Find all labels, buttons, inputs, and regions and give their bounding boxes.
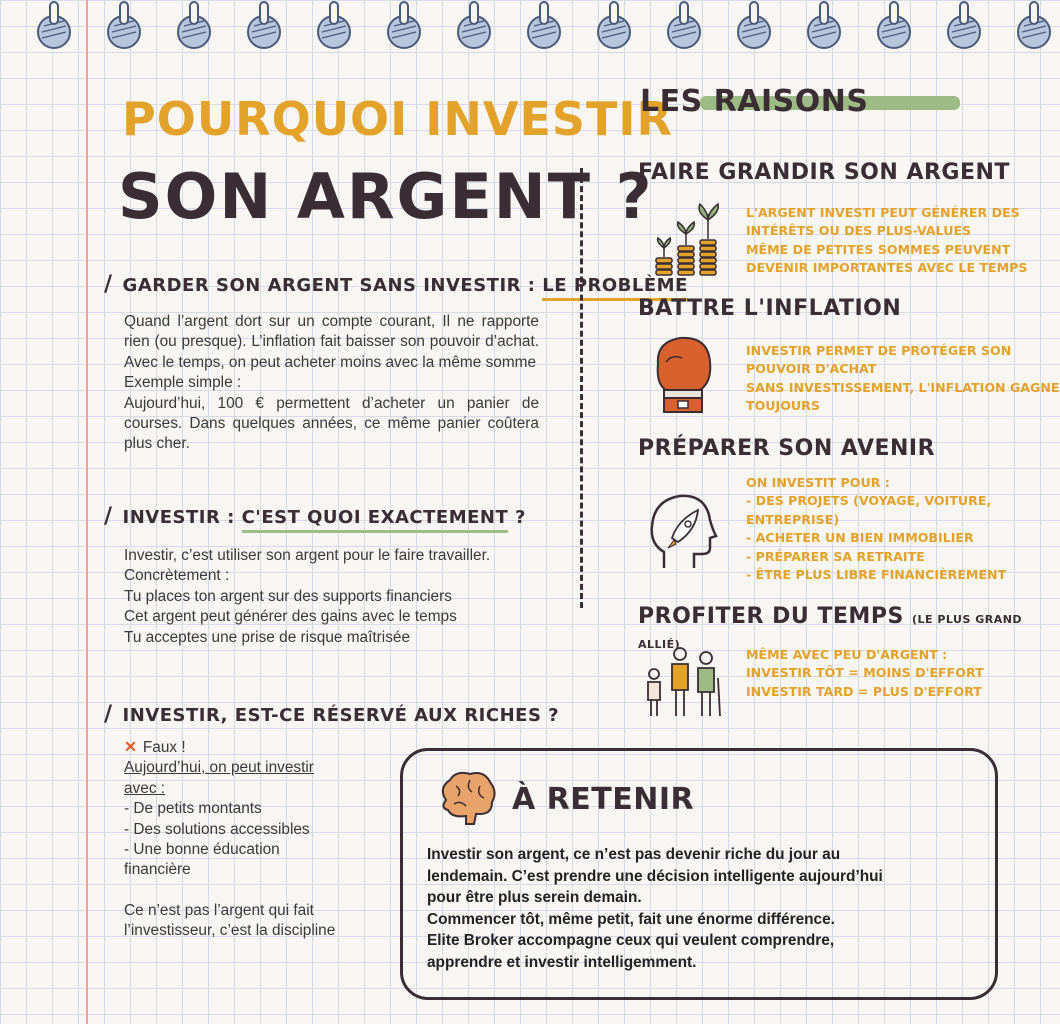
raison-line: - DES PROJETS (VOYAGE, VOITURE, bbox=[746, 493, 992, 509]
section3-intro-line2: avec : bbox=[124, 779, 166, 797]
generations-icon bbox=[640, 644, 724, 720]
raison-text-future bbox=[746, 474, 1006, 584]
retenir-line: pour être plus serein demain. bbox=[427, 889, 642, 906]
section2-point: Tu places ton argent sur des supports financiers bbox=[124, 587, 452, 605]
section3-intro-line1: Aujourd’hui, on peut investir bbox=[124, 759, 314, 777]
spiral-ring-icon bbox=[594, 2, 634, 52]
page-title-line1: POURQUOI INVESTIR bbox=[122, 92, 673, 146]
raison-line: - ÊTRE PLUS LIBRE FINANCIÈREMENT bbox=[746, 567, 1007, 583]
raison-line: ENTREPRISE) bbox=[746, 511, 840, 527]
page-title-line2: SON ARGENT ? bbox=[118, 160, 654, 233]
raison-line: MÊME AVEC PEU D'ARGENT : bbox=[746, 647, 948, 662]
raison-line: - PRÉPARER SA RETRAITE bbox=[746, 548, 925, 564]
raison-text-inflation bbox=[746, 342, 1060, 416]
section3-item: - Une bonne éducation bbox=[124, 841, 280, 859]
section3-item: - Des solutions accessibles bbox=[124, 820, 310, 838]
section2-point: Tu acceptes une prise de risque maîtrisée bbox=[124, 628, 411, 646]
section1-heading-main: GARDER SON ARGENT SANS INVESTIR : bbox=[122, 275, 536, 296]
spiral-ring-icon bbox=[174, 2, 214, 52]
retenir-line: Commencer tôt, même petit, fait une énorme différence. bbox=[427, 910, 835, 928]
spiral-ring-icon bbox=[664, 2, 704, 52]
raison-line: INVESTIR TÔT = MOINS D'EFFORT bbox=[746, 665, 984, 681]
retenir-title: À RETENIR bbox=[512, 782, 695, 817]
spiral-ring-icon bbox=[524, 2, 564, 52]
raison-heading-grow: FAIRE GRANDIR SON ARGENT bbox=[638, 160, 1010, 185]
retenir-line: Elite Broker accompagne ceux qui veulent comprendre, bbox=[427, 932, 835, 949]
spiral-ring-icon bbox=[1014, 2, 1054, 52]
section3-quote-line2: l’investisseur, c’est la discipline bbox=[124, 922, 336, 940]
head-rocket-icon bbox=[646, 490, 718, 570]
notebook-margin-line bbox=[86, 0, 88, 1024]
brain-icon bbox=[436, 770, 498, 826]
section1-heading-highlight: LE PROBLÈME bbox=[542, 275, 688, 301]
section2-heading-end: ? bbox=[515, 507, 526, 528]
raison-line: INTÉRÊTS OU DES PLUS-VALUES bbox=[746, 223, 972, 239]
retenir-line: Investir son argent, ce n’est pas devenir riche du jour au bbox=[427, 846, 841, 863]
section3-item: financière bbox=[124, 861, 191, 879]
raison-line: MÊME DE PETITES SOMMES PEUVENT bbox=[746, 241, 1011, 257]
raison-line: TOUJOURS bbox=[746, 398, 820, 414]
cross-icon: ✕ bbox=[124, 739, 137, 756]
spiral-ring-icon bbox=[804, 2, 844, 52]
section3-answer: Faux ! bbox=[142, 739, 186, 756]
section3-item: - De petits montants bbox=[124, 800, 262, 818]
section2-heading-main: INVESTIR : bbox=[122, 507, 235, 528]
raison-line: L'ARGENT INVESTI PEUT GÉNÉRER DES bbox=[746, 205, 1020, 220]
raison-line: INVESTIR TARD = PLUS D'EFFORT bbox=[746, 683, 982, 699]
section2-heading: / INVESTIR : C'EST QUOI EXACTEMENT ? bbox=[104, 504, 526, 529]
spiral-binding bbox=[0, 0, 1024, 56]
spiral-ring-icon bbox=[384, 2, 424, 52]
raison-heading-future: PRÉPARER SON AVENIR bbox=[638, 436, 936, 461]
section3-heading: / INVESTIR, EST-CE RÉSERVÉ AUX RICHES ? bbox=[104, 702, 560, 727]
section1-paragraph: Quand l’argent dort sur un compte courant, Il ne rapporte rien (ou presque). L’inflation fait baisser son pouvoir d’achat. Avec le temps, on peut acheter moins avec la même somme bbox=[124, 313, 539, 371]
section3-body bbox=[124, 738, 394, 942]
raison-line: INVESTIR PERMET DE PROTÉGER SON bbox=[746, 343, 1012, 358]
spiral-ring-icon bbox=[454, 2, 494, 52]
raison-line: POUVOIR D'ACHAT bbox=[746, 361, 877, 377]
section3-quote-line1: Ce n’est pas l’argent qui fait bbox=[124, 901, 314, 919]
raison-line: SANS INVESTISSEMENT, L'INFLATION GAGNE bbox=[746, 379, 1060, 395]
section2-concretely-label: Concrètement : bbox=[124, 567, 230, 585]
retenir-line: lendemain. C’est prendre une décision intelligente aujourd’hui bbox=[427, 867, 883, 885]
raison-heading-time-small: (LE PLUS GRAND ALLIÉ) bbox=[638, 613, 1023, 651]
plant-coins-icon bbox=[650, 200, 726, 278]
section1-heading: / GARDER SON ARGENT SANS INVESTIR : LE PROBLÈME bbox=[104, 272, 688, 297]
section1-body bbox=[124, 312, 539, 455]
section1-example-label: Exemple simple : bbox=[124, 374, 242, 392]
raisons-title: LES RAISONS bbox=[640, 84, 869, 119]
spiral-ring-icon bbox=[244, 2, 284, 52]
section2-heading-highlight: C'EST QUOI EXACTEMENT bbox=[242, 507, 509, 533]
section2-body bbox=[124, 546, 539, 648]
raison-line: DEVENIR IMPORTANTES AVEC LE TEMPS bbox=[746, 260, 1028, 276]
section2-point: Cet argent peut générer des gains avec le temps bbox=[124, 608, 457, 626]
boxing-glove-icon bbox=[650, 334, 716, 414]
section3-heading-text: INVESTIR, EST-CE RÉSERVÉ AUX RICHES ? bbox=[122, 705, 560, 726]
raison-text-time bbox=[746, 646, 984, 701]
column-divider bbox=[580, 168, 583, 608]
spiral-ring-icon bbox=[314, 2, 354, 52]
raison-line: - ACHETER UN BIEN IMMOBILIER bbox=[746, 530, 974, 546]
raison-heading-time-main: PROFITER DU TEMPS bbox=[638, 604, 904, 629]
retenir-text bbox=[427, 844, 987, 973]
retenir-line: apprendre et investir intelligemment. bbox=[427, 953, 697, 971]
spiral-ring-icon bbox=[34, 2, 74, 52]
raison-line: ON INVESTIT POUR : bbox=[746, 475, 890, 490]
spiral-ring-icon bbox=[104, 2, 144, 52]
section2-paragraph: Investir, c’est utiliser son argent pour le faire travailler. bbox=[124, 547, 491, 564]
spiral-ring-icon bbox=[734, 2, 774, 52]
section1-example-text: Aujourd’hui, 100 € permettent d’acheter un panier de courses. Dans quelques années, ce même panier coûtera plus cher. bbox=[124, 394, 539, 453]
spiral-ring-icon bbox=[874, 2, 914, 52]
spiral-ring-icon bbox=[944, 2, 984, 52]
raison-heading-inflation: BATTRE L'INFLATION bbox=[638, 296, 902, 321]
raison-text-grow bbox=[746, 204, 1027, 278]
